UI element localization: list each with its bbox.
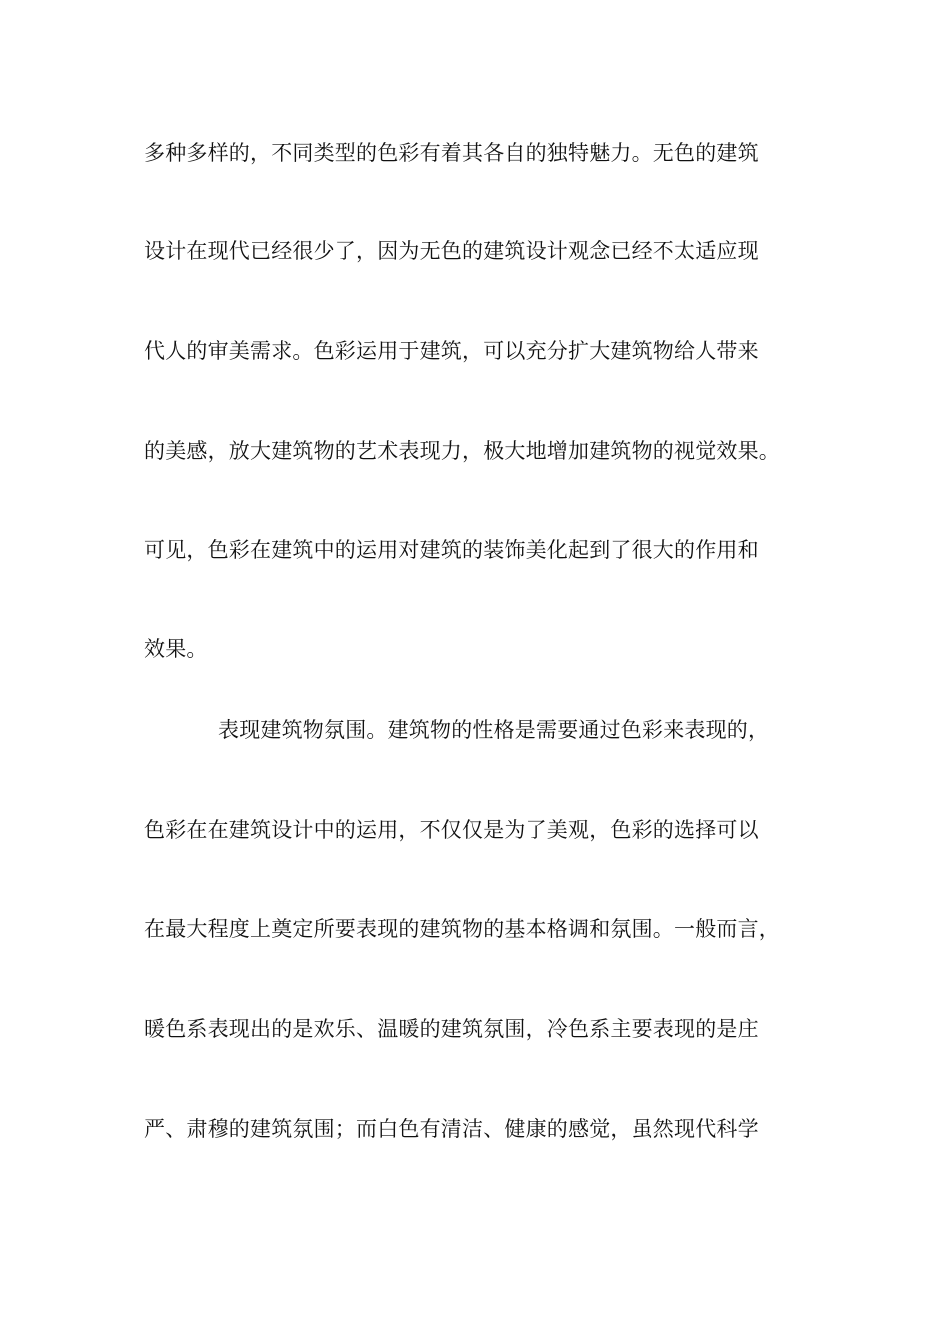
text-line-2: 设计在现代已经很少了，因为无色的建筑设计观念已经不太适应现 (144, 239, 759, 263)
text-line-6: 效果。 (144, 637, 208, 661)
paragraph-start-line: 表现建筑物氛围。建筑物的性格是需要通过色彩来表现的， (218, 718, 770, 742)
text-line-9: 在最大程度上奠定所要表现的建筑物的基本格调和氛围。一般而言， (144, 917, 780, 941)
text-line-8: 色彩在在建筑设计中的运用，不仅仅是为了美观，色彩的选择可以 (144, 818, 759, 842)
text-line-1: 多种多样的，不同类型的色彩有着其各自的独特魅力。无色的建筑 (144, 141, 759, 165)
text-line-11: 严、肃穆的建筑氛围；而白色有清洁、健康的感觉，虽然现代科学 (144, 1117, 759, 1141)
text-line-5: 可见，色彩在建筑中的运用对建筑的装饰美化起到了很大的作用和 (144, 538, 759, 562)
text-line-3: 代人的审美需求。色彩运用于建筑，可以充分扩大建筑物给人带来 (144, 339, 759, 363)
text-line-10: 暖色系表现出的是欢乐、温暖的建筑氛围，冷色系主要表现的是庄 (144, 1017, 759, 1041)
text-line-4: 的美感，放大建筑物的艺术表现力，极大地增加建筑物的视觉效果。 (144, 439, 780, 463)
